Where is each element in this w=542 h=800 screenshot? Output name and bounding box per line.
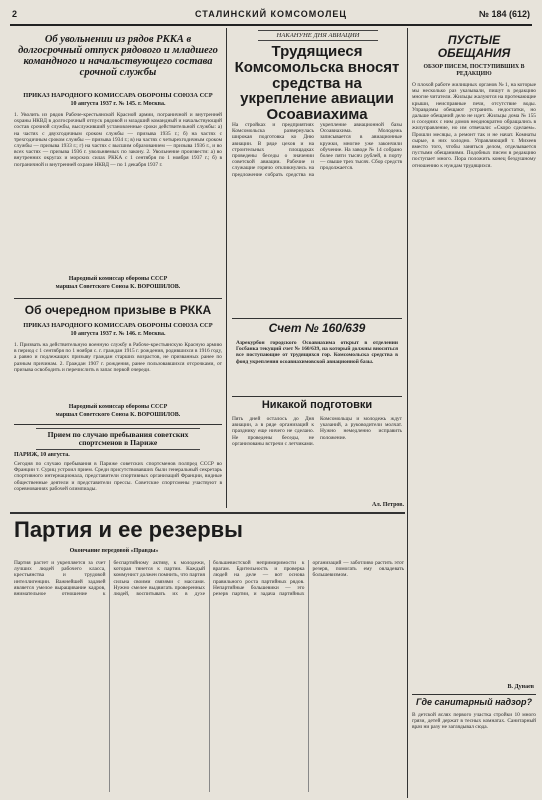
dismissal-order-date: 10 августа 1937 г. [70, 101, 117, 107]
no-prep-body: Пять дней осталось до Дня авиации, а в ряде организаций к празднику еще ничего не сделано. Не проведены беседы, не организованы встречи с летчиками. Комсомольцы и молодежь ждут указаний, а руководители молчат. Нужно немедленно исправить положение. [232, 416, 402, 447]
section-divider [14, 424, 222, 425]
section-divider [412, 694, 536, 695]
dismissal-order-city: г. Москва. [138, 101, 166, 107]
paris-title: Прием по случаю пребывания советских спортсменов в Париже [36, 428, 200, 450]
newspaper-title: СТАЛИНСКИЙ КОМСОМОЛЕЦ [195, 9, 347, 19]
draft-body: 1. Призвать на действительную военную службу в Рабоче-крестьянскую Красную армию в период с 1 сентября по 1 ноября с. г. граждан 1915 г. рождения, родившихся в 1916 году, а равно и подлежащих призыву граждан старших возрастов, не призванных ранее по разным причинам. 2. Граждан 1907 г. рождения, ранее пользовавшихся отсрочками, от призыва освободить и перечислить в запас первой очереди. [14, 342, 222, 373]
account-title: Счет № 160/639 [268, 321, 366, 335]
sanitary-title: Где санитарный надзор? [416, 697, 532, 707]
section-divider [14, 298, 222, 299]
draft-order-city: г. Москва. [138, 331, 166, 337]
dismissal-order-title: ПРИКАЗ НАРОДНОГО КОМИССАРА ОБОРОНЫ СОЮЗА ССР [23, 92, 213, 99]
dismissal-signature-title: Народный комиссар обороны СССР [68, 276, 168, 282]
empty-promises-title: ПУСТЫЕ ОБЕЩАНИЯ [437, 33, 511, 60]
party-subtitle: Окончание передовой «Правды» [69, 548, 159, 554]
issue-number: № 184 (612) [478, 9, 530, 19]
paris-body: Сегодня по случаю пребывания в Париже советских спортсменов полпред СССР во Франции т. Суриц устроил прием. Среди присутствовавших были генеральный секретарь спортивного интернационала, представители спортивных организаций Франции, видные общественные деятели и представители прессы. Советские спортсмены участвуют в соревнованиях рабочей олимпиады. [14, 461, 222, 492]
page-header [10, 6, 532, 26]
dismissal-body: 1. Уволить из рядов Рабоче-крестьянской Красной армии, пограничной и внутренней охраны НКВД в долгосрочный отпуск рядовой и младший командный и начальствующий состав срочной службы, выслуживший установленные сроки действительной службы: а) на частях с двухгодичным сроком службы — призыва 1935 г.; б) на частях с трехгодичным сроком службы — призыва 1934 г.; в) на частях с четырехгодичным сроком службы — призыва 1933 г.; г) на частях с высшим образованием — призыва 1936 г., и во всех частях — призыва 1936 г. увольняемых по закону. 2. Увольнение произвести: а) во внутренних округах и морских силах РККА с 1 сентября по 1 ноября 1937 г.; б) в пограничной и внутренней охране НКВД — по 1 декабря 1937 г. [14, 112, 222, 168]
account-body: Азрекурбон городского Осоавиахима открыт в отделении Госбанка текущий счет № 160/639, на который должны вноситься все поступающие от трудящихся гор. Комсомольска средства в фонд укрепления осоавиахимовской авиационной базы. [236, 340, 398, 365]
sanitary-body: В детской яслях первого участка стройки 10 много грязи, детей держат в тесных комнатах. Санитарный врач ни разу не заглядывал сюда. [412, 712, 536, 731]
empty-promises-body: О плохой работе жилищных органов № 1, на которые мы несколько раз указывали, пишут в редакцию многие читатели. Жильцы жалуются на протекающие крыши, неисправные печи, отсутствие воды. Управдомы обещают устранить недостатки, но дальше обещаний дело не идет. Жильцы дома № 155 и соседних с ним домов неоднократно обращались в жилуправление, но им отвечали: «Скоро сделаем». Прошли месяцы, а ремонт так и не начат. Комнаты сырые, в них холодно. Управляющий т. Михеев вместо того, чтобы заняться делом, отделывается пустыми обещаниями. Подобных писем в редакцию поступает много. Пора положить конец бездушному отношению к нуждам трудящихся. [412, 82, 536, 169]
no-prep-signature: Ал. Петров. [372, 502, 404, 508]
section-divider [232, 396, 402, 397]
draft-order-meta [14, 331, 222, 338]
draft-title: Об очередном призыве в РККА [24, 303, 212, 317]
dismissal-order-number: № 145. [118, 101, 137, 107]
dismissal-title: Об увольнении из рядов РККА в долгосрочный отпуск рядового и младшего командного и начальствующего состава срочной службы [18, 34, 218, 79]
empty-promises-signature: В. Дунаев [507, 684, 534, 690]
dismissal-signature-name: маршал Советского Союза К. ВОРОШИЛОВ. [55, 284, 181, 290]
section-divider [232, 318, 402, 319]
paris-dateline: ПАРИЖ, 10 августа. [14, 452, 70, 458]
party-title: Партия и ее резервы [14, 517, 243, 542]
draft-order-date: 10 августа 1937 г. [70, 331, 117, 337]
draft-signature-name: маршал Советского Союза К. ВОРОШИЛОВ. [55, 412, 181, 418]
page-number: 2 [12, 9, 18, 19]
draft-signature-title: Народный комиссар обороны СССР [68, 404, 168, 410]
column-divider [407, 28, 408, 798]
aviation-rubric: НАКАНУНЕ ДНЯ АВИАЦИИ [258, 30, 378, 41]
empty-promises-subtitle: ОБЗОР ПИСЕМ, ПОСТУПИВШИХ В РЕДАКЦИЮ [423, 64, 525, 77]
aviation-title: Трудящиеся Комсомольска вносят средства на укрепление авиации Осоавиахима [234, 43, 400, 123]
draft-order-number: № 146. [118, 331, 137, 337]
section-divider [10, 512, 405, 514]
column-divider [226, 28, 227, 508]
aviation-body: На стройках и предприятиях Комсомольска развернулась широкая подготовка ко Дню авиации. В ряде цехов и на строительных площадках проведены беседы о значении советской авиации. Рабочие и служащие горячо откликнулись на предложение собрать средства на укрепление авиационной базы Осоавиахима. Молодежь записывается в авиационные кружки, многие уже закончили обучение. На заводе № 14 собрано более пяти тысяч рублей, в порту — свыше трех тысяч. Сбор средств продолжается. [232, 122, 402, 178]
no-prep-title: Никакой подготовки [261, 399, 373, 411]
party-body: Партия растет и укрепляется за счет лучших людей рабочего класса, крестьянства и трудовой интеллигенции. Важнейшей задачей является умелое выращивание кадров, внимательное отношение к беспартийному активу, к молодежи, которая тянется к партии. Каждый коммунист должен помнить, что партия сильна своими связями с массами. Нужно смелее выдвигать проверенных людей, воспитывать их в духе большевистской непримиримости к врагам. Бдительность и проверка людей на деле — вот основа правильного роста партийных рядов. Непартийные большевики — это резерв партии, и задача партийных организаций — заботливо растить этот резерв, помогать ему овладевать большевизмом. [14, 560, 404, 598]
draft-order-title: ПРИКАЗ НАРОДНОГО КОМИССАРА ОБОРОНЫ СОЮЗА ССР [23, 322, 213, 329]
dismissal-order-meta [14, 101, 222, 108]
